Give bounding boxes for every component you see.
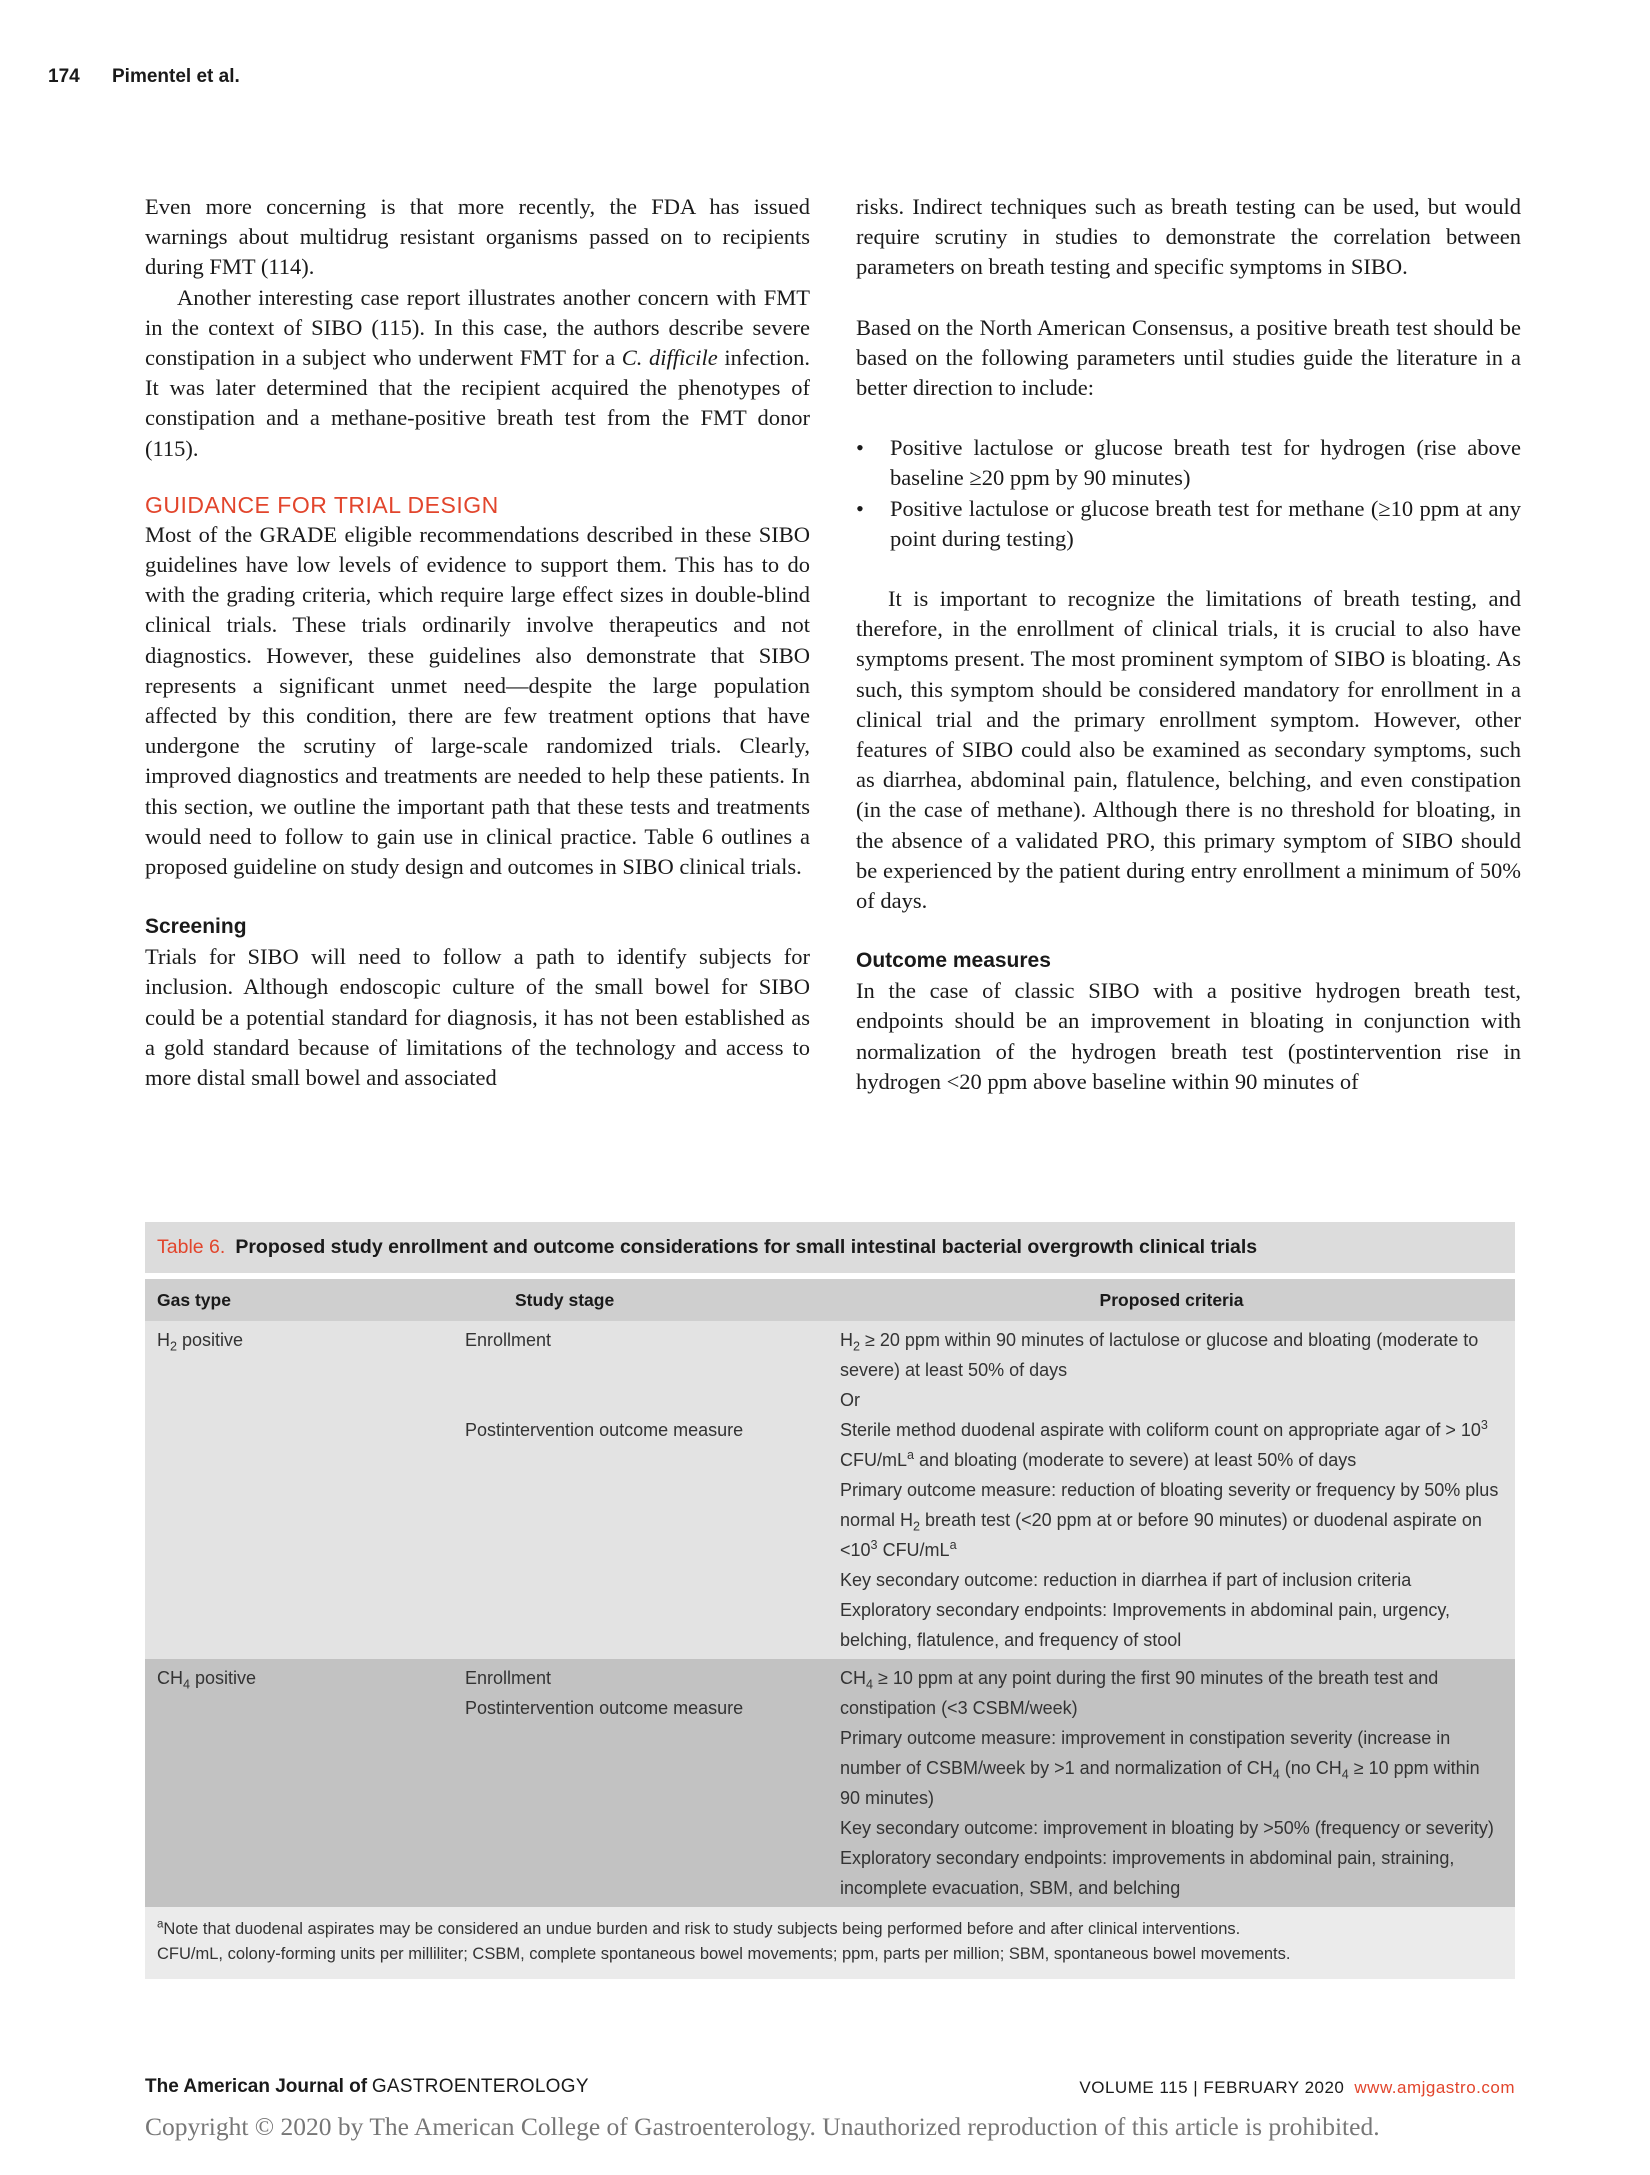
study-stage-cell: Enrollment Postintervention outcome measure (465, 1330, 744, 1440)
paragraph: Most of the GRADE eligible recommendations described in these SIBO guidelines have low levels of evidence to support them. This has to do with the grading criteria, which require large effect sizes in double-blind clinical trials. These trials ordinarily involve therapeutics and not diagnostics. However, these guidelines also demonstrate that SIBO represents a significant unmet need—despite the large population affected by this condition, there are few treatment options that have undergone the scrutiny of large-scale randomized trials. Clearly, improved diagnostics and treatments are needed to help these patients. In this section, we outline the important path that these tests and treatments would need to follow to gain use in clinical practice. Table 6 outlines a proposed guideline on study design and outcomes in SIBO clinical trials. (145, 521, 810, 880)
subsection-title: Screening (145, 915, 247, 939)
table-row (145, 1659, 1515, 1907)
table-6 (145, 1222, 1515, 1979)
table-caption (145, 1222, 1515, 1273)
copyright-notice: Copyright © 2020 by The American College of Gastroenterology. Unauthorized reproduction of this article is prohibited. (145, 2112, 1380, 2141)
bullet-list (856, 433, 1521, 554)
list-item: • Positive lactulose or glucose breath test for hydrogen (rise above baseline ≥20 ppm by 90 minutes) (856, 435, 1521, 491)
page-number: 174 (48, 66, 80, 87)
column-header: Study stage (515, 1289, 615, 1310)
paragraph: In the case of classic SIBO with a positive hydrogen breath test, endpoints should be an improvement in bloating in conjunction with normalization of the hydrogen breath test (postintervention rise in hydrogen <20 ppm above baseline within 90 minutes of (856, 978, 1521, 1094)
gas-type-cell: $H_2$ positive (157, 1330, 244, 1354)
table-label: Table 6. (157, 1236, 226, 1258)
section-title: GUIDANCE FOR TRIAL DESIGN (145, 491, 499, 518)
website-link[interactable]: www.amjgastro.com (1354, 2078, 1515, 2097)
table-header-row (145, 1273, 1515, 1321)
criteria-cell: $CH_4 \ge 10$ ppm at any point during the first 90 minutes of the breath test and constipation (<3 CSBM/week) Primary outcome measure: improvement in constipation severity (increase in number of CSBM/week by >1 and normalization of $CH_4$ (no $CH_4 \ge 10$ ppm within 90 minutes) Key secondary outcome: improvement in bloating by >50% (frequency or severity) Exploratory secondary endpoints: improvements in abdominal pain, straining, incomplete evacuation, SBM, and belching (840, 1668, 1494, 1898)
paragraph: Even more concerning is that more recently, the FDA has issued warnings about multidrug resistant organisms passed on to recipients during FMT (114). (145, 194, 810, 280)
volume-info: VOLUME 115 | FEBRUARY 2020 www.amjgastro.com (1079, 2078, 1515, 2097)
author-line: Pimentel et al. (112, 66, 240, 87)
paragraph: It is important to recognize the limitations of breath testing, and therefore, in the enrollment of clinical trials, it is crucial to also have symptoms present. The most prominent symptom of SIBO is bloating. As such, this symptom should be considered mandatory for enrollment in a clinical trial and the primary enrollment symptom. However, other features of SIBO could also be examined as secondary symptoms, such as diarrhea, abdominal pain, flatulence, belching, and even constipation (in the case of methane). Although there is no threshold for bloating, in the absence of a validated PRO, this primary symptom of SIBO should be experienced by the patient during entry enrollment a minimum of 50% of days. (856, 586, 1521, 914)
subsection-title: Outcome measures (856, 949, 1051, 973)
running-header (48, 66, 240, 88)
bullet-icon: • (856, 435, 864, 461)
paragraph: risks. Indirect techniques such as breath testing can be used, but would require scrutiny in studies to demonstrate the correlation between parameters on breath testing and specific symptoms in SIBO. (856, 194, 1521, 280)
column-header: Proposed criteria (1099, 1289, 1244, 1310)
gas-type-cell: $CH_4$ positive (157, 1668, 257, 1692)
paragraph: Trials for SIBO will need to follow a path to identify subjects for inclusion. Although endoscopic culture of the small bowel for SIBO could be a potential standard for diagnosis, it has not been established as a gold standard because of limitations of the technology and access to more distal small bowel and associated (145, 944, 810, 1091)
criteria-cell: $H_2 \ge 20$ ppm within 90 minutes of lactulose or glucose and bloating (moderate to severe) at least 50% of days Or Sterile method duodenal aspirate with coliform count on appropriate agar of > $10^3$ CFU/$mL^a$ and bloating (moderate to severe) at least 50% of days Primary outcome measure: reduction of bloating severity or frequency by 50% plus normal $H_2$ breath test (<20 ppm at or before 90 minutes) or duodenal aspirate on $<10^3$ CFU/$mL^a$ Key secondary outcome: reduction in diarrhea if part of inclusion criteria Exploratory secondary endpoints: Improvements in abdominal pain, urgency, belching, flatulence, and frequency of stool (840, 1330, 1499, 1650)
paragraph: Another interesting case report illustrates another concern with FMT in the context of SIBO (115). In this case, the authors describe severe constipation in a subject who underwent FMT for a C. difficile infection. It was later determined that the recipient acquired the phenotypes of constipation and a methane-positive breath test from the FMT donor (115). (145, 284, 810, 461)
bullet-icon: • (856, 495, 864, 521)
table-title: Proposed study enrollment and outcome considerations for small intestinal bacterial overgrowth clinical trials (235, 1236, 1258, 1258)
study-stage-cell: Enrollment Postintervention outcome measure (465, 1668, 744, 1718)
left-column (145, 192, 810, 1093)
paragraph: Based on the North American Consensus, a positive breath test should be based on the following parameters until studies guide the literature in a better direction to include: (856, 314, 1521, 401)
journal-name: The American Journal of GASTROENTEROLOGY (145, 2076, 589, 2097)
list-item: • Positive lactulose or glucose breath test for methane (≥10 ppm at any point during testing) (856, 495, 1521, 551)
right-column (856, 192, 1521, 1097)
table-footnote: $^a$Note that duodenal aspirates may be considered an undue burden and risk to study subjects being performed before and after clinical interventions. CFU/mL, colony-forming units per milliliter; CSBM, complete spontaneous bowel movements; ppm, parts per million; SBM, spontaneous bowel movements. (145, 1907, 1515, 1979)
column-header: Gas type (157, 1289, 231, 1310)
table-row (145, 1321, 1515, 1659)
